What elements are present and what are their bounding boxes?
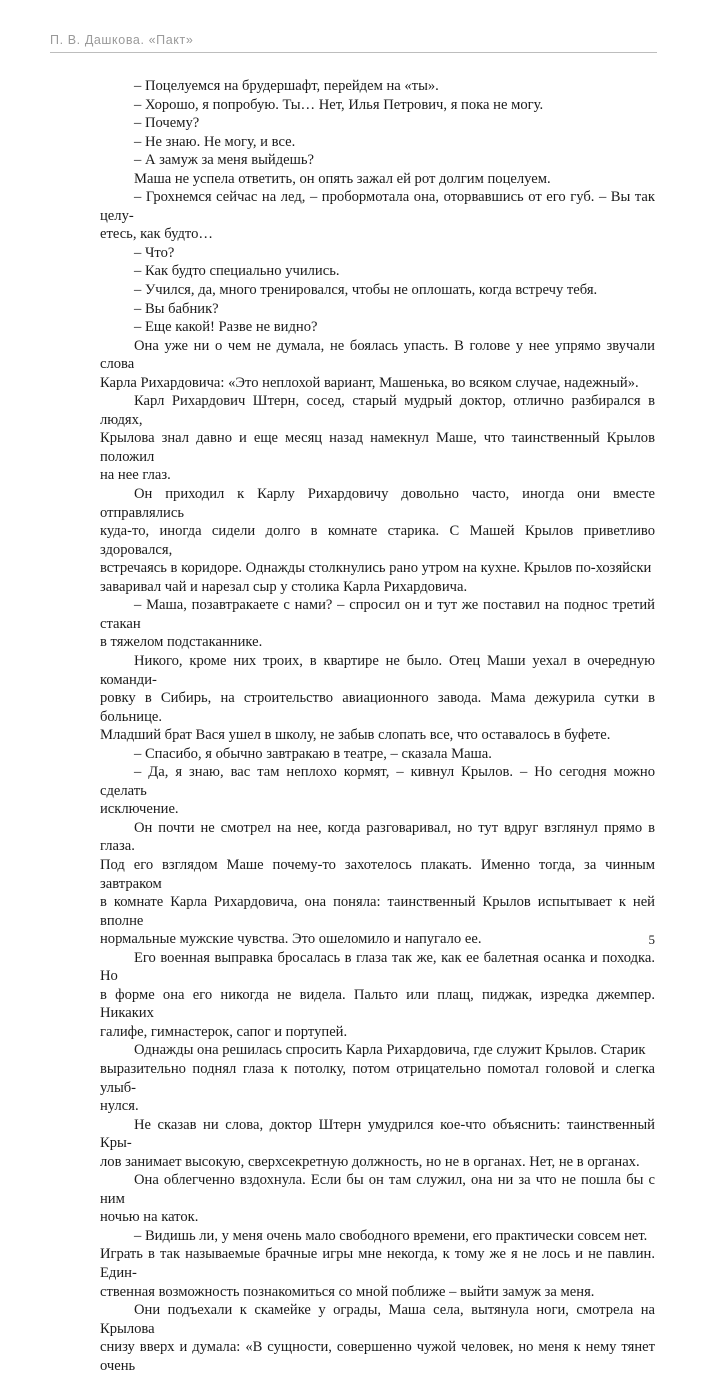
paragraph: Не сказав ни слова, доктор Штерн умудрился кое-что объяснить: таинственный Кры- лов занимает высокую, сверхсекретную должность, но не в органах. Нет, не в органах.	[100, 1116, 655, 1170]
paragraph: – Что?	[134, 244, 175, 261]
page-body	[100, 77, 655, 1375]
paragraph: – Еще какой! Разве не видно?	[134, 319, 318, 336]
paragraph: – Хорошо, я попробую. Ты… Нет, Илья Петрович, я пока не могу.	[134, 96, 544, 113]
paragraph: Он почти не смотрел на нее, когда разговаривал, но тут вдруг взглянул прямо в глаза. Под его взглядом Маше почему-то захотелось плакать. Именно тогда, за чинным завтраком в комнате Карла Рихардовича, она поняла: таинственный Крылов испытывает к ней вполне нормальные мужские чувства. Это ошеломило и напугало ее.	[100, 819, 655, 948]
paragraph: Однажды она решилась спросить Карла Рихардовича, где служит Крылов. Старик выразительно поднял глаза к потолку, потом отрицательно помотал головой и слегка улыб- нулся.	[100, 1042, 655, 1115]
paragraph: Он приходил к Карлу Рихардовичу довольно часто, иногда они вместе отправлялись куда-то, иногда сидели долго в комнате старика. С Машей Крылов приветливо здоровался, встречаясь в коридоре. Однажды столкнулись рано утром на кухне. Крылов по-хозяйски заваривал чай и нарезал сыр у столика Карла Рихардовича.	[100, 486, 655, 595]
paragraph: – Как будто специально учились.	[134, 263, 340, 280]
paragraph: Карл Рихардович Штерн, сосед, старый мудрый доктор, отлично разбирался в людях, Крылова знал давно и еще месяц назад намекнул Маше, что таинственный Крылов положил на нее глаз.	[100, 393, 655, 484]
paragraph: – Грохнемся сейчас на лед, – пробормотала она, оторвавшись от его губ. – Вы так целу- етесь, как будто…	[100, 189, 655, 243]
paragraph: Она уже ни о чем не думала, не боялась упасть. В голове у нее упрямо звучали слова Карла Рихардовича: «Это неплохой вариант, Машенька, во всяком случае, надежный».	[100, 337, 655, 391]
header-divider	[50, 52, 657, 53]
running-header: П. В. Дашкова. «Пакт»	[50, 33, 194, 47]
paragraph: – Поцелуемся на брудершафт, перейдем на «ты».	[134, 78, 439, 94]
paragraph: – Не знаю. Не могу, и все.	[134, 133, 296, 150]
paragraph: Маша не успела ответить, он опять зажал ей рот долгим поцелуем.	[134, 170, 551, 187]
paragraph: – Да, я знаю, вас там неплохо кормят, – кивнул Крылов. – Но сегодня можно сделать исключение.	[100, 764, 655, 818]
paragraph: – Вы бабник?	[134, 300, 219, 317]
paragraph: Она облегченно вздохнула. Если бы он там служил, она ни за что не пошла бы с ним ночью на каток.	[100, 1172, 655, 1226]
paragraph: Его военная выправка бросалась в глаза так же, как ее балетная осанка и походка. Но в форме она его никогда не видела. Пальто или плащ, пиджак, изредка джемпер. Никаких галифе, гимнастерок, сапог и портупей.	[100, 949, 655, 1040]
paragraph: – Почему?	[134, 115, 200, 132]
paragraph: Никого, кроме них троих, в квартире не было. Отец Маши уехал в очередную команди- ровку в Сибирь, на строительство авиационного завода. Мама дежурила сутки в больнице. Младший брат Вася ушел в школу, не забыв слопать все, что оставалось в буфете.	[100, 652, 655, 744]
paragraph: – Маша, позавтракаете с нами? – спросил он и тут же поставил на поднос третий стакан в тяжелом подстаканнике.	[100, 597, 655, 651]
paragraph: Они подъехали к скамейке у ограды, Маша села, вытянула ноги, смотрела на Крылова снизу вверх и думала: «В сущности, совершенно чужой человек, но меня к нему тянет очень	[100, 1302, 655, 1374]
paragraph: – Учился, да, много тренировался, чтобы не оплошать, когда встречу тебя.	[134, 282, 598, 299]
paragraph: – А замуж за меня выйдешь?	[134, 152, 314, 169]
paragraph: – Спасибо, я обычно завтракаю в театре, – сказала Маша.	[134, 745, 492, 762]
paragraph: – Видишь ли, у меня очень мало свободного времени, его практически совсем нет. Играть в так называемые брачные игры мне некогда, к тому же я не лось и не павлин. Един- ственная возможность познакомиться со мной поближе – выйти замуж за меня.	[100, 1227, 655, 1300]
page-number: 5	[648, 932, 655, 947]
